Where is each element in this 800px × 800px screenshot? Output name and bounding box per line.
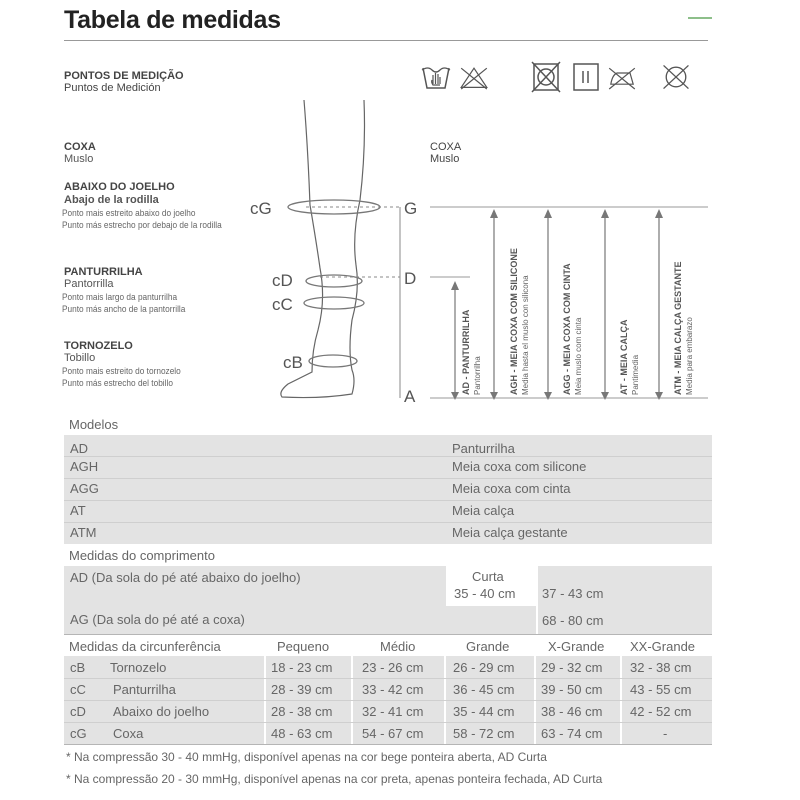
circ-name: Tornozelo [110, 660, 167, 675]
size-header: Pequeno [277, 639, 330, 654]
svg-text:Meia muslo com cinta: Meia muslo com cinta [574, 317, 583, 395]
circ-code: cB [70, 660, 86, 675]
circ-name: Panturrilha [113, 682, 176, 697]
svg-text:ATM - MEIA CALÇA GESTANTE: ATM - MEIA CALÇA GESTANTE [673, 261, 683, 395]
model-code: AGG [70, 481, 99, 496]
label-coxa-right-pt: COXA [430, 141, 462, 153]
size-header: X-Grande [548, 639, 605, 654]
circ-value: 63 - 74 cm [541, 726, 603, 741]
point-cc: cC [272, 295, 293, 314]
letter-g: G [404, 199, 418, 218]
label-joelho-desc-es: Punto más estrecho por debajo de la rodilla [62, 220, 222, 230]
label-coxa-es: Muslo [64, 153, 94, 165]
point-cg: cG [250, 199, 272, 218]
bar-at [601, 209, 640, 400]
circ-name: Coxa [113, 726, 144, 741]
model-desc: Meia coxa com silicone [452, 459, 587, 474]
page-title: Tabela de medidas [64, 6, 281, 34]
circ-value: 48 - 63 cm [271, 726, 333, 741]
model-code: AGH [70, 459, 99, 474]
circ-value: 43 - 55 cm [630, 682, 692, 697]
svg-text:Pantorrilha: Pantorrilha [473, 356, 482, 395]
models-header: Modelos [64, 413, 712, 435]
circ-code: cC [70, 682, 86, 697]
svg-text:AGH - MEIA COXA COM SILICONE: AGH - MEIA COXA COM SILICONE [509, 248, 519, 395]
svg-text:Media para embarazo: Media para embarazo [685, 317, 694, 395]
size-header: Médio [380, 639, 416, 654]
bar-ad [451, 281, 482, 400]
circ-value: 35 - 44 cm [453, 704, 515, 719]
footnote: * Na compressão 30 - 40 mmHg, disponível apenas na cor bege ponteira aberta, AD Curta [66, 750, 547, 764]
bar-atm [655, 209, 694, 400]
length-ad-label: AD (Da sola do pé até abaixo do joelho) [70, 570, 301, 585]
label-torn-es: Tobillo [64, 352, 96, 364]
circ-value: 18 - 23 cm [271, 660, 333, 675]
letter-a: A [404, 387, 416, 406]
length-curta-value: 35 - 40 cm [454, 586, 516, 601]
bar-agh [490, 209, 530, 400]
footnote: * Na compressão 20 - 30 mmHg, disponível apenas na cor preta, apenas ponteira fechada, AD Curta [66, 772, 603, 786]
length-header: Medidas do comprimento [64, 544, 712, 566]
model-desc: Meia calça [452, 503, 515, 518]
svg-text:AD - PANTURRILHA: AD - PANTURRILHA [461, 309, 471, 395]
circ-value: 32 - 41 cm [362, 704, 424, 719]
ring-cc [304, 297, 364, 309]
label-joelho-pt: ABAIXO DO JOELHO [64, 181, 175, 193]
circ-value: 39 - 50 cm [541, 682, 603, 697]
length-ad-value: 37 - 43 cm [542, 586, 604, 601]
circ-value: 28 - 39 cm [271, 682, 333, 697]
circ-value: 28 - 38 cm [271, 704, 333, 719]
point-cb: cB [283, 353, 303, 372]
label-coxa-pt: COXA [64, 141, 96, 153]
circ-value: 42 - 52 cm [630, 704, 692, 719]
length-curta-label: Curta [472, 569, 504, 584]
model-code: ATM [70, 525, 97, 540]
label-torn-pt: TORNOZELO [64, 340, 133, 352]
circ-value: 33 - 42 cm [362, 682, 424, 697]
circ-value: 54 - 67 cm [362, 726, 424, 741]
circ-value: 36 - 45 cm [453, 682, 515, 697]
point-cd: cD [272, 271, 293, 290]
bar-agg [544, 209, 583, 400]
label-joelho-desc-pt: Ponto mais estreito abaixo do joelho [62, 208, 196, 218]
circ-value: 23 - 26 cm [362, 660, 424, 675]
svg-text:AT - MEIA CALÇA: AT - MEIA CALÇA [619, 319, 629, 395]
label-coxa-right-es: Muslo [430, 153, 460, 165]
label-torn-desc-es: Punto más estrecho del tobillo [62, 378, 173, 388]
circ-value: 29 - 32 cm [541, 660, 603, 675]
model-code: AD [70, 441, 89, 456]
svg-text:Media hasta el muslo con silic: Media hasta el muslo con silicona [521, 275, 530, 395]
letter-d: D [404, 269, 417, 288]
length-ag-label: AG (Da sola do pé até a coxa) [70, 612, 245, 627]
circ-value: - [663, 726, 668, 741]
circ-value: 26 - 29 cm [453, 660, 515, 675]
model-desc: Meia calça gestante [452, 525, 568, 540]
models-table [64, 435, 712, 544]
label-pant-desc-pt: Ponto mais largo da panturrilha [62, 292, 178, 302]
circ-value: 32 - 38 cm [630, 660, 692, 675]
label-pontos-es: Puntos de Medición [64, 82, 161, 94]
circ-name: Abaixo do joelho [113, 704, 210, 719]
model-desc: Meia coxa com cinta [452, 481, 571, 496]
svg-text:Pantimedia: Pantimedia [631, 354, 640, 395]
ring-cb [309, 355, 357, 367]
size-header: XX-Grande [630, 639, 696, 654]
model-desc: Panturrilha [452, 441, 515, 456]
model-code: AT [70, 503, 86, 518]
label-pant-desc-es: Punto más ancho de la pantorrilla [62, 304, 186, 314]
label-pant-pt: PANTURRILHA [64, 266, 143, 278]
circ-value: 58 - 72 cm [453, 726, 515, 741]
length-ag-value: 68 - 80 cm [542, 613, 604, 628]
svg-text:AGG - MEIA COXA COM CINTA: AGG - MEIA COXA COM CINTA [562, 263, 572, 395]
label-pant-es: Pantorrilla [64, 278, 114, 290]
circ-header: Medidas da circunferência [69, 639, 221, 654]
circ-code: cD [70, 704, 86, 719]
circ-value: 38 - 46 cm [541, 704, 603, 719]
label-joelho-es: Abajo de la rodilla [64, 194, 159, 206]
circ-code: cG [70, 726, 87, 741]
size-header: Grande [466, 639, 510, 654]
label-torn-desc-pt: Ponto mais estreito do tornozelo [62, 366, 181, 376]
label-pontos-pt: PONTOS DE MEDIÇÃO [64, 70, 184, 82]
